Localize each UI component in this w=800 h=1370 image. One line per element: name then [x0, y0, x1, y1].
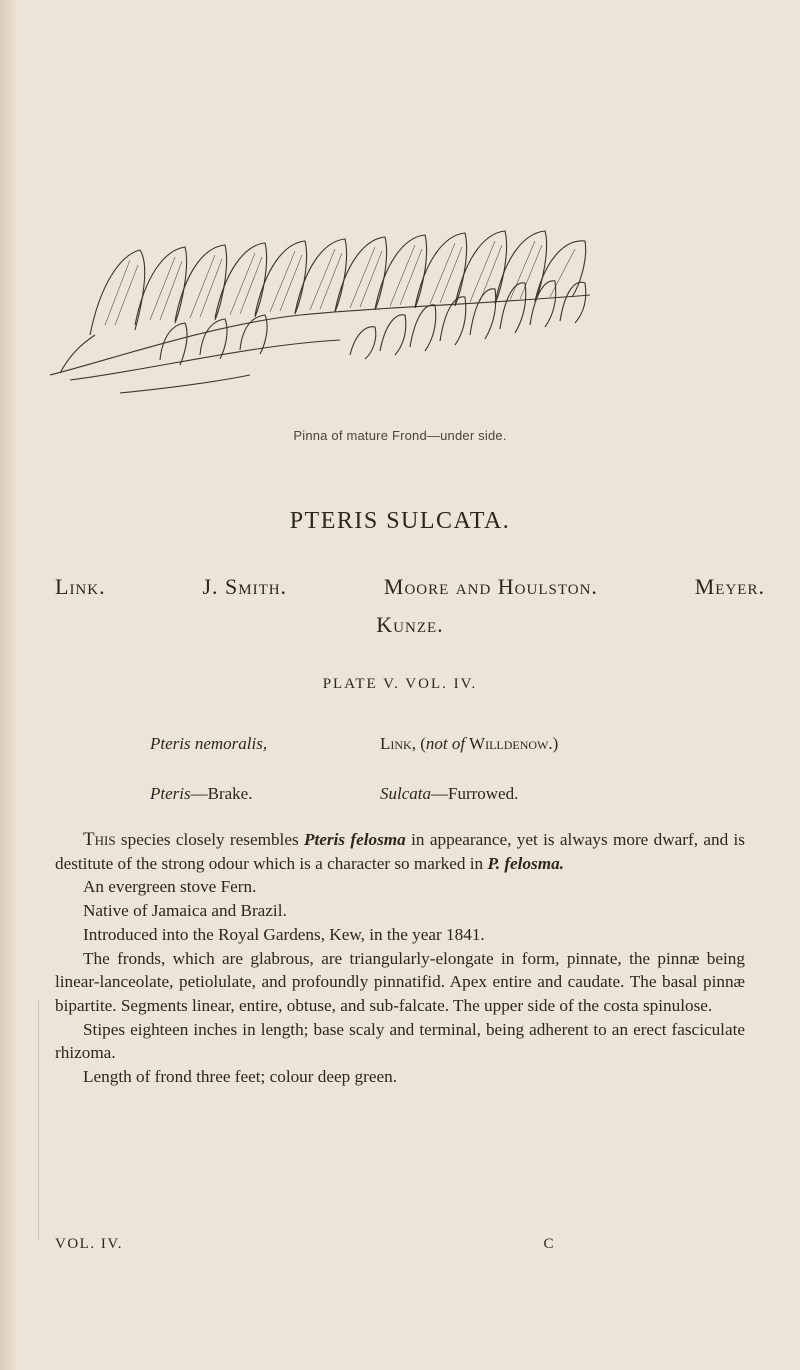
figure-caption: Pinna of mature Frond—under side. [293, 428, 507, 443]
paragraph-habit: An evergreen stove Fern. [83, 877, 257, 897]
paragraph-native: Native of Jamaica and Brazil. [83, 901, 287, 921]
paragraph-resemblance: This species closely resembles Pteris felosma in appearance, yet is always more dwarf, and is destitute of the strong odour which is a character so marked in P. felosma. [55, 829, 745, 873]
authority-moore-houlston: Moore and Houlston. [383, 574, 598, 599]
paragraph-stipes: Stipes eighteen inches in length; base scaly and terminal, being adherent to an erect fasciculate rhizoma. [55, 1019, 745, 1063]
synonym-name: Pteris nemoralis, [150, 734, 268, 753]
paragraph-length: Length of frond three feet; colour deep green. [83, 1067, 398, 1087]
synonym-authority: Link, (not of Willdenow.) [380, 734, 559, 753]
description-body [55, 828, 745, 1089]
authority-smith: J. Smith. [202, 574, 288, 599]
authority-link: Link. [55, 574, 106, 599]
species-etymology: Sulcata—Furrowed. [380, 784, 519, 803]
authority-meyer: Meyer. [694, 574, 765, 599]
margin-line [38, 1000, 39, 1240]
genus-etymology: Pteris—Brake. [150, 784, 253, 803]
page-footer [55, 1236, 555, 1253]
fern-pinna-illustration [50, 175, 600, 405]
authorities [55, 568, 765, 644]
page-title: PTERIS SULCATA. [289, 508, 511, 534]
authority-kunze: Kunze. [376, 612, 444, 637]
plate-reference: PLATE V. VOL. IV. [322, 676, 478, 692]
signature-mark: C [543, 1236, 555, 1252]
paragraph-introduced: Introduced into the Royal Gardens, Kew, in the year 1841. [83, 924, 485, 944]
paragraph-fronds: The fronds, which are glabrous, are triangularly-elongate in form, pinnate, the pinnæ being linear-lanceolate, petiolulate, and profoundly pinnatifid. Apex entire and caudate. The basal pinnæ bipartite. Segments linear, entire, obtuse, and sub-falcate. The upper side of the costa spinulose. [55, 948, 745, 1015]
volume-mark: VOL. IV. [55, 1236, 123, 1252]
